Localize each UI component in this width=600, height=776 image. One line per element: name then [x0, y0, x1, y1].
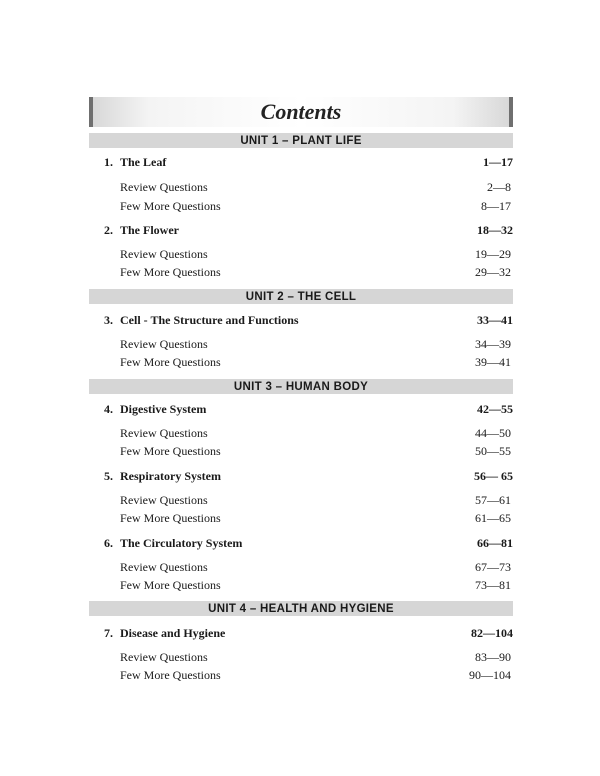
- sub-entry: [104, 560, 513, 576]
- sub-title: Few More Questions: [120, 265, 221, 279]
- chapter-title: The Flower: [120, 223, 179, 237]
- sub-title: Review Questions: [120, 337, 208, 351]
- sub-entry: [104, 426, 513, 442]
- chapter-number: 3.: [104, 313, 113, 327]
- sub-entry: [104, 668, 513, 684]
- chapter-entry-1: [104, 155, 513, 171]
- sub-title: Review Questions: [120, 426, 208, 440]
- sub-entry: [104, 180, 513, 196]
- sub-pages: 8—17: [481, 199, 511, 213]
- sub-entry: [104, 650, 513, 666]
- chapter-pages: 42—55: [477, 402, 513, 416]
- page-title: Contents: [260, 99, 342, 124]
- chapter-number: 7.: [104, 626, 113, 640]
- contents-header: [89, 97, 513, 127]
- sub-pages: 73—81: [475, 578, 511, 592]
- chapter-title: Respiratory System: [120, 469, 221, 483]
- sub-pages: 19—29: [475, 247, 511, 261]
- chapter-pages: 33—41: [477, 313, 513, 327]
- sub-pages: 50—55: [475, 444, 511, 458]
- sub-entry: [104, 578, 513, 594]
- sub-entry: [104, 493, 513, 509]
- chapter-number: 1.: [104, 155, 113, 169]
- sub-pages: 67—73: [475, 560, 511, 574]
- sub-pages: 44—50: [475, 426, 511, 440]
- sub-title: Few More Questions: [120, 511, 221, 525]
- chapter-number: 6.: [104, 536, 113, 550]
- chapter-pages: 56— 65: [474, 469, 513, 483]
- sub-title: Review Questions: [120, 247, 208, 261]
- unit-heading-2: UNIT 2 – THE CELL: [89, 289, 513, 304]
- chapter-title: Digestive System: [120, 402, 207, 416]
- chapter-title: Disease and Hygiene: [120, 626, 226, 640]
- chapter-entry-4: [104, 402, 513, 418]
- sub-title: Review Questions: [120, 493, 208, 507]
- chapter-pages: 18—32: [477, 223, 513, 237]
- sub-pages: 90—104: [469, 668, 511, 682]
- chapter-number: 2.: [104, 223, 113, 237]
- sub-title: Review Questions: [120, 560, 208, 574]
- sub-entry: [104, 247, 513, 263]
- chapter-pages: 82—104: [471, 626, 513, 640]
- chapter-pages: 66—81: [477, 536, 513, 550]
- sub-entry: [104, 337, 513, 353]
- sub-pages: 57—61: [475, 493, 511, 507]
- chapter-title: The Circulatory System: [120, 536, 243, 550]
- sub-pages: 29—32: [475, 265, 511, 279]
- chapter-entry-7: [104, 626, 513, 642]
- chapter-title: The Leaf: [120, 155, 167, 169]
- sub-title: Review Questions: [120, 650, 208, 664]
- sub-entry: [104, 199, 513, 215]
- chapter-entry-6: [104, 536, 513, 552]
- chapter-number: 4.: [104, 402, 113, 416]
- sub-pages: 34—39: [475, 337, 511, 351]
- chapter-number: 5.: [104, 469, 113, 483]
- chapter-pages: 1—17: [483, 155, 513, 169]
- sub-title: Review Questions: [120, 180, 208, 194]
- chapter-title: Cell - The Structure and Functions: [120, 313, 299, 327]
- sub-pages: 83—90: [475, 650, 511, 664]
- sub-entry: [104, 444, 513, 460]
- chapter-entry-2: [104, 223, 513, 239]
- sub-pages: 39—41: [475, 355, 511, 369]
- sub-title: Few More Questions: [120, 668, 221, 682]
- sub-pages: 61—65: [475, 511, 511, 525]
- sub-title: Few More Questions: [120, 578, 221, 592]
- sub-entry: [104, 265, 513, 281]
- sub-title: Few More Questions: [120, 355, 221, 369]
- chapter-entry-5: [104, 469, 513, 485]
- sub-entry: [104, 511, 513, 527]
- sub-pages: 2—8: [487, 180, 511, 194]
- sub-title: Few More Questions: [120, 444, 221, 458]
- sub-title: Few More Questions: [120, 199, 221, 213]
- chapter-entry-3: [104, 313, 513, 329]
- unit-heading-1: UNIT 1 – PLANT LIFE: [89, 133, 513, 148]
- unit-heading-4: UNIT 4 – HEALTH AND HYGIENE: [89, 601, 513, 616]
- sub-entry: [104, 355, 513, 371]
- unit-heading-3: UNIT 3 – HUMAN BODY: [89, 379, 513, 394]
